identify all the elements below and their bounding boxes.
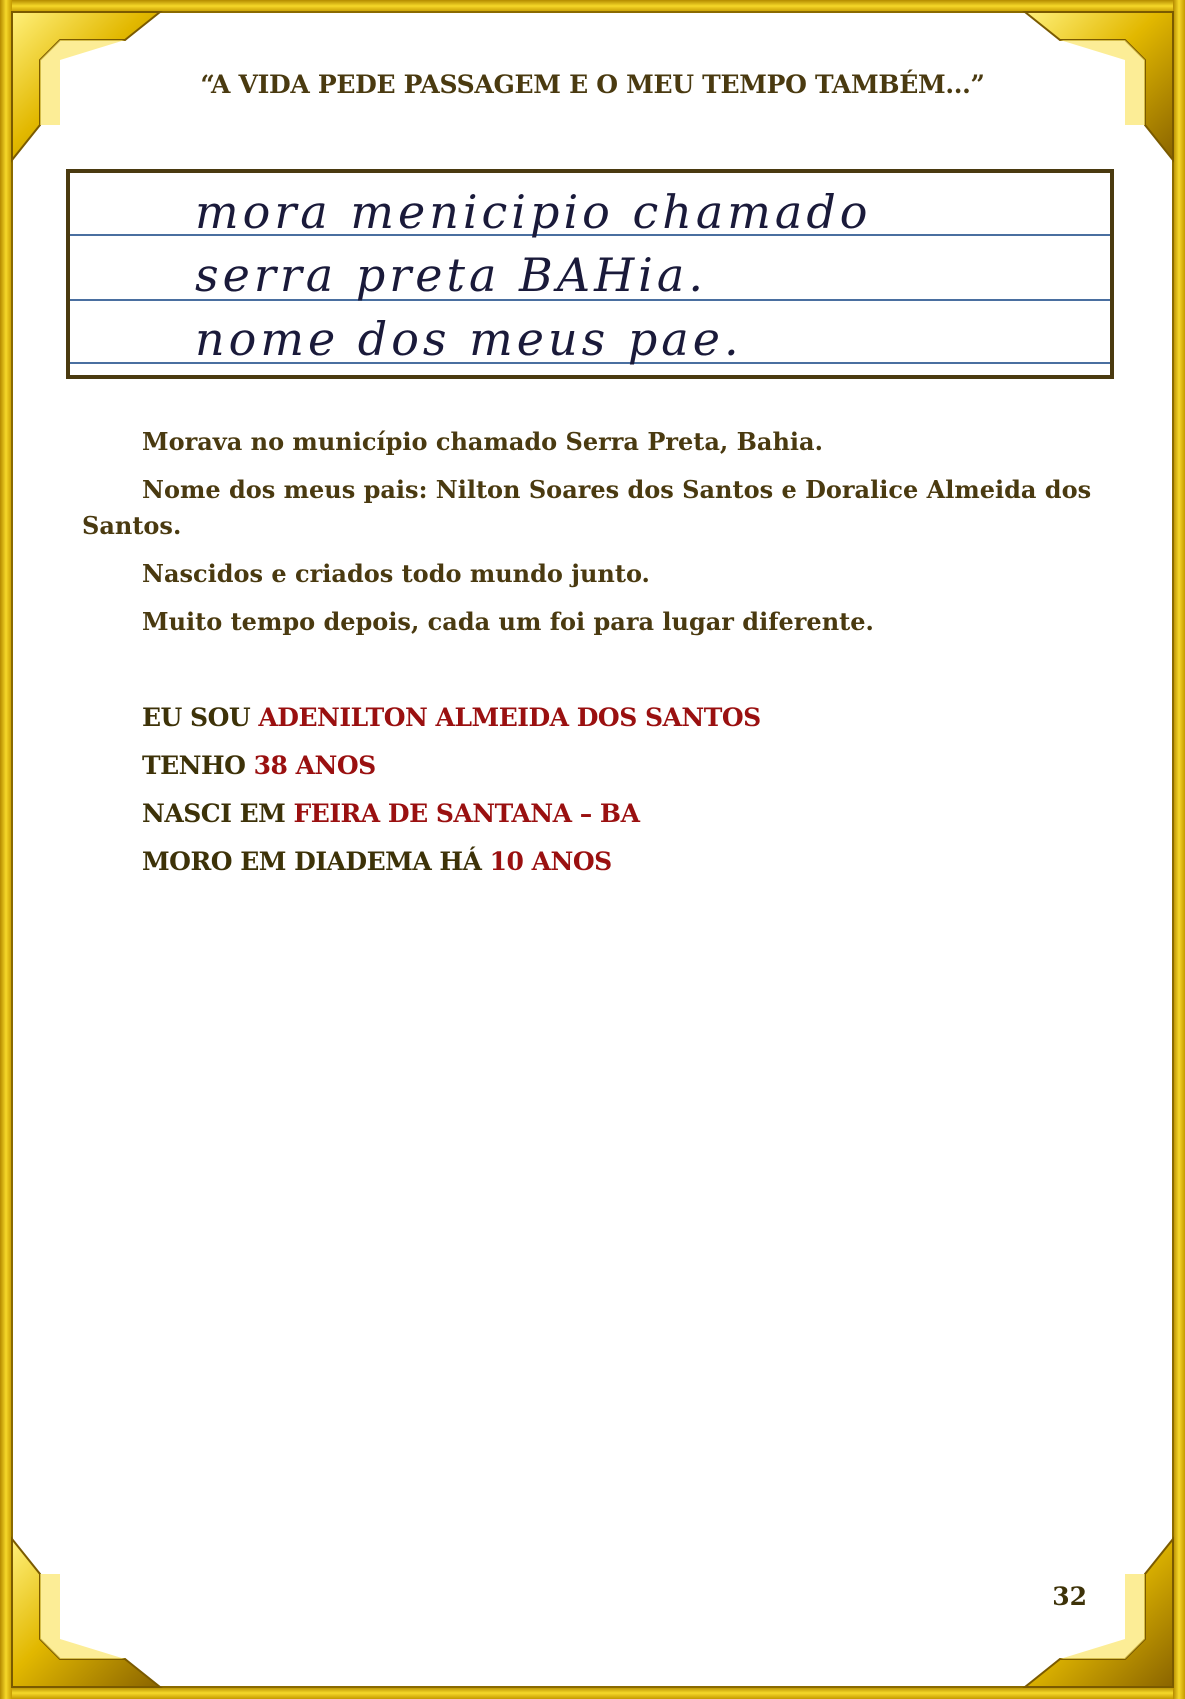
fact-line <box>142 748 761 796</box>
fact-line <box>142 796 761 844</box>
personal-facts <box>142 700 761 892</box>
handwriting-line: serra preta BAHia. <box>195 248 707 302</box>
fact-value: ADENILTON ALMEIDA DOS SANTOS <box>258 703 761 732</box>
fact-label: EU SOU <box>142 703 259 732</box>
corner-ornament-bottom-right <box>1025 1539 1173 1687</box>
body-text <box>82 424 1102 652</box>
paragraph: Nome dos meus pais: Nilton Soares dos Santos e Doralice Almeida dos Santos. <box>82 475 1092 540</box>
fact-label: NASCI EM <box>142 799 294 828</box>
corner-ornament-bottom-left <box>12 1539 160 1687</box>
handwriting-line: nome dos meus pae. <box>195 312 743 366</box>
page-title: “A VIDA PEDE PASSAGEM E O MEU TEMPO TAMBÉM...” <box>200 70 985 99</box>
fact-label: TENHO <box>142 751 254 780</box>
fact-label: MORO EM DIADEMA HÁ <box>142 847 490 876</box>
handwriting-line: mora menicipio chamado <box>195 185 872 239</box>
fact-line <box>142 844 761 892</box>
fact-value: 10 ANOS <box>489 847 612 876</box>
fact-line <box>142 700 761 748</box>
fact-value: 38 ANOS <box>253 751 376 780</box>
page-number: 32 <box>1052 1582 1087 1611</box>
paragraph: Muito tempo depois, cada um foi para lugar diferente. <box>142 607 874 636</box>
paragraph: Nascidos e criados todo mundo junto. <box>142 559 650 588</box>
paragraph: Morava no município chamado Serra Preta, Bahia. <box>142 427 823 456</box>
handwriting-image <box>66 169 1114 379</box>
fact-value: FEIRA DE SANTANA – BA <box>293 799 640 828</box>
